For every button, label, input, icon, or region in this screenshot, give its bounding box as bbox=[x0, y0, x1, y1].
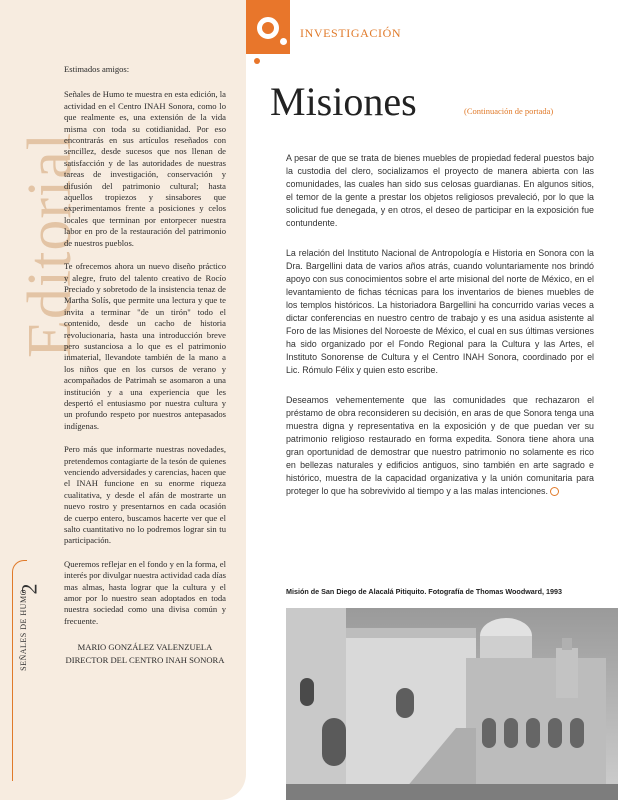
mission-photo bbox=[286, 608, 618, 800]
editorial-paragraph-1: Señales de Humo te muestra en esta edición, la actividad en el Centro INAH Sonora, como lo que realmente es, una extensión de la vida misma con toda su cotidianidad. Por eso encontrarás en sus artículos reseñados con sencillez, desde sucesos que nos llenan de satisfacción y de las autoridades de nuestras tareas de investigación, conservación y difusión del patrimonio cultural; hasta aquellos tropiezos y sinsabores que experimentamos frente a posiciones y celos locales que terminan por entorpecer nuestra labor en pro de la restauración del patrimonio de nuestros pueblos. bbox=[64, 89, 226, 248]
editorial-paragraph-3: Pero más que informarte nuestras novedades, pretendemos contagiarte de la tesón de quienes venciendo adversidades y carencias, hacen que el INAH funcione en su enorme riqueza cualitativa, y desde el afán de mostrarte un nuevo rostro y presentarnos en cada ocasión de cuerpo entero, buscamos hacerte ver que el salto cuantitativo no lo podremos lograr sin tu participación. bbox=[64, 444, 226, 546]
article-paragraph-3-text: Deseamos vehementemente que las comunidades que rechazaron el préstamo de obra reconsideren su decisión, en aras de que Sonora tenga una muestra digna y representativa en la exposición y de que puedan ver su patrimonio religioso restaurado en forma expedita. Sonora tiene ahora una gran oportunidad de demostrar que nuestro patrimonio no solamente es rico en bellezas naturales y edificios antiguos, sino también en arte sagrado e histórico, muestra de la capacidad organizativa y la unión comunitaria para proteger lo que ha sobrevivido al tiempo y a las malas intenciones. bbox=[286, 394, 594, 497]
signature-title: DIRECTOR DEL CENTRO INAH SONORA bbox=[65, 655, 225, 666]
logo-dot-icon bbox=[254, 58, 260, 64]
section-label: INVESTIGACIÓN bbox=[300, 26, 402, 40]
publication-footer-label: SEÑALES DE HUMO bbox=[19, 589, 28, 671]
article-paragraph-2: La relación del Instituto Nacional de Antropología e Historia en Sonora con la Dra. Bargellini data de varios años atrás, cuando voluntariamente nos brindó apoyo con sus conocimientos sobre el arte misional del norte de México, en el levantamiento de fichas técnicas para los inventarios de bienes muebles de los templos históricos. La historiadora Bargellini ha concurrido varias veces a dictar conferencias en nuestro centro de trabajo y es una asidua asistente al Foro de las Misiones del Noroeste de México, el cual en sus últimas versiones ha sido organizado por el Fondo Regional para la Cultura y las Artes, el Instituto Sonorense de Cultura y el Centro INAH Sonora, coordinado por el Lic. Rómulo Félix y quien esto escribe. bbox=[286, 247, 594, 376]
editorial-greeting: Estimados amigos: bbox=[64, 64, 130, 74]
editorial-text bbox=[64, 64, 226, 667]
editorial-signature bbox=[64, 641, 226, 667]
article-paragraph-3 bbox=[286, 394, 594, 499]
editorial-sidebar bbox=[0, 0, 246, 800]
end-of-article-icon bbox=[550, 487, 559, 496]
editorial-vertical-title: Editorial bbox=[16, 132, 84, 358]
mission-church-illustration bbox=[286, 608, 618, 800]
editorial-paragraph-2: Te ofrecemos ahora un nuevo diseño práctico y alegre, fruto del talento creativo de Rocío Preciado y sobretodo de la insistencia tenaz de Martha Solís, que permite una lectura y que te invita a terminar "de un tirón" todo el contenido, desde un cacho de historia revolucionaria, hasta una introducción breve pero sustanciosa a lo que es el patrimonio inmaterial, llevandote también de la mano a los niños que en los cursos de verano y acompañados de Patrimah se asomaron a una institución y a una experiencia que les despertó el entusiasmo por nuestra cultura y un profundo respeto por nuestros antepasados indígenas. bbox=[64, 261, 226, 431]
article-body bbox=[286, 152, 594, 514]
article-paragraph-1: A pesar de que se trata de bienes muebles de propiedad federal puestos bajo la custodia del clero, socializamos el proyecto de manera abierta con las comunidades, las cuales han sido sus celosas guardianas. En algunos sitios, el temor de la gente a prestar los objetos religiosos prevaleció, por lo que la solicitud fue denegada, y en otros, el deseo de participar en la exposición fue contundente. bbox=[286, 153, 594, 229]
page-number: 2 bbox=[16, 583, 42, 595]
inah-logo-icon bbox=[246, 0, 290, 54]
editorial-paragraph-4: Queremos reflejar en el fondo y en la forma, el interés por divulgar nuestra actividad cada días mas almas, hasta lograr que la cultura y el amor por lo nuestro sean adoptados en toda nuestra sociedad como una divisa común y frecuente. bbox=[64, 558, 226, 626]
article-title: Misiones bbox=[270, 79, 417, 124]
signature-name: MARIO GONZÁLEZ VALENZUELA bbox=[77, 642, 213, 653]
continuation-note: (Continuación de portada) bbox=[464, 106, 554, 116]
photo-caption: Misión de San Diego de Alacalá Pitiquito. Fotografía de Thomas Woodward, 1993 bbox=[286, 587, 562, 596]
